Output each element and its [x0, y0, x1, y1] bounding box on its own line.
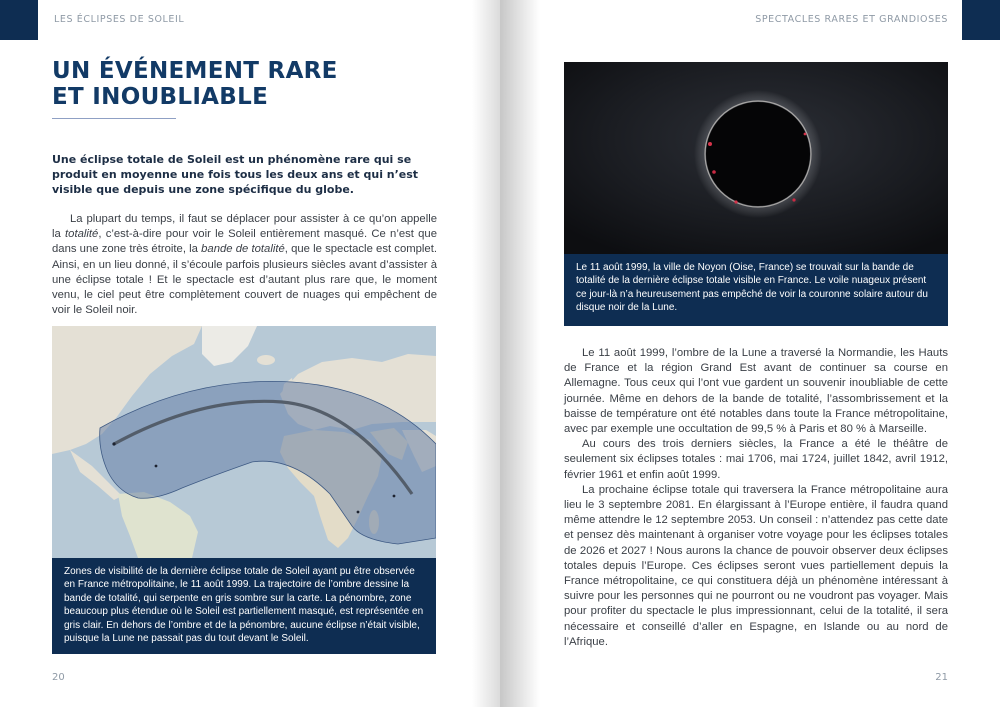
right-page-number: 21: [935, 672, 948, 683]
left-running-head: LES ÉCLIPSES DE SOLEIL: [54, 14, 185, 25]
right-running-head: SPECTACLES RARES ET GRANDIOSES: [755, 14, 948, 25]
eclipse-photo-graphic: [564, 62, 948, 254]
right-body-text: [564, 346, 948, 650]
eclipse-map: [52, 326, 436, 558]
right-page-tab: [962, 0, 1000, 40]
page-title-line-1: UN ÉVÉNEMENT RARE: [52, 58, 338, 84]
left-gutter-shadow: [472, 0, 500, 707]
left-page-tab: [0, 0, 38, 40]
photo-caption: Le 11 août 1999, la ville de Noyon (Oise, France) se trouvait sur la bande de totalité de la dernière éclipse totale visible en France. Le voile nuageux présent ce jour-là n’a heureusement pas empêché de voir la couronne solaire autour du disque noir de la Lune.: [564, 254, 948, 326]
left-body-text: [52, 212, 437, 318]
right-body-paragraph-3: La prochaine éclipse totale qui traversera la France métropolitaine aura lieu le 3 septembre 2081. En élargissant à l’Europe entière, il faudra quand même attendre le 12 septembre 2053. Un conseil : n’attendez pas cette date et pensez dès maintenant à organiser votre voyage pour les éclipses totales de 2026 et 2027 ! Nous aurons la chance de pouvoir observer deux éclipses totales depuis l’Europe. Ces éclipses seront vues partiellement depuis la France métropolitaine, ce qui constituera déjà un phénomène intéressant à suivre pour les personnes qui ne pourront ou ne voudront pas voyager. Mais pour profiter du spectacle le plus impressionnant, celui de la totalité, il sera nécessaire et conseillé d’aller en Espagne, en Islande ou au nord de l’Afrique.: [564, 483, 948, 648]
world-map-graphic: [52, 326, 436, 558]
eclipse-photo: [564, 62, 948, 254]
right-page: [500, 0, 1000, 707]
right-gutter-shadow: [500, 0, 540, 707]
emphasis-bande-totalite: bande de totalité: [201, 243, 285, 256]
left-body-paragraph: La plupart du temps, il faut se déplacer pour assister à ce qu’on appelle la totalité, c’est-à-dire pour voir le Soleil entièrement masqué. Ce n’est que dans une zone très étroite, la bande de totalité, que le spectacle est complet. Ainsi, en un lieu donné, il s’écoule parfois plusieurs siècles avant d’assister à une éclipse totale ! Et le spectacle est d’autant plus rare que, le moment venu, le ciel peut être complètement couvert de nuages qui empêchent de voir le Soleil noir.: [52, 213, 437, 317]
left-page-number: 20: [52, 672, 65, 683]
lead-paragraph: Une éclipse totale de Soleil est un phénomène rare qui se produit en moyenne une fois tous les deux ans et qui n’est visible que depuis une zone spécifique du globe.: [52, 153, 419, 196]
right-body-paragraph-2: Au cours des trois derniers siècles, la France a été le théâtre de seulement six éclipses totales : mai 1706, mai 1724, juillet 1842, avril 1912, février 1961 et enfin août 1999.: [564, 438, 948, 481]
page-title: [52, 58, 472, 110]
page-title-line-2: ET INOUBLIABLE: [52, 84, 269, 110]
title-underline: [52, 118, 176, 119]
map-caption: Zones de visibilité de la dernière éclipse totale de Soleil ayant pu être observée en France métropolitaine, le 11 août 1999. La trajectoire de l’ombre dessine la bande de totalité, qui serpente en gris sombre sur la carte. La pénombre, zone beaucoup plus étendue où le Soleil est partiellement masqué, est représentée en gris clair. En dehors de l’ombre et de la pénombre, aucune éclipse n’était visible, puisque la Lune ne passait pas du tout devant le Soleil.: [52, 558, 436, 654]
right-body-paragraph-1: Le 11 août 1999, l’ombre de la Lune a traversé la Normandie, les Hauts de France et la région Grand Est avant de continuer sa course en Allemagne. Tous ceux qui l’ont vue gardent un souvenir inoubliable de cette journée. Même en dehors de la bande de totalité, l’assombrissement et la baisse de température ont été notables dans toute la France métropolitaine, avec par exemple une occultation de 99,5 % à Paris et 80 % à Marseille.: [564, 347, 948, 436]
emphasis-totalite: totalité: [65, 228, 99, 241]
